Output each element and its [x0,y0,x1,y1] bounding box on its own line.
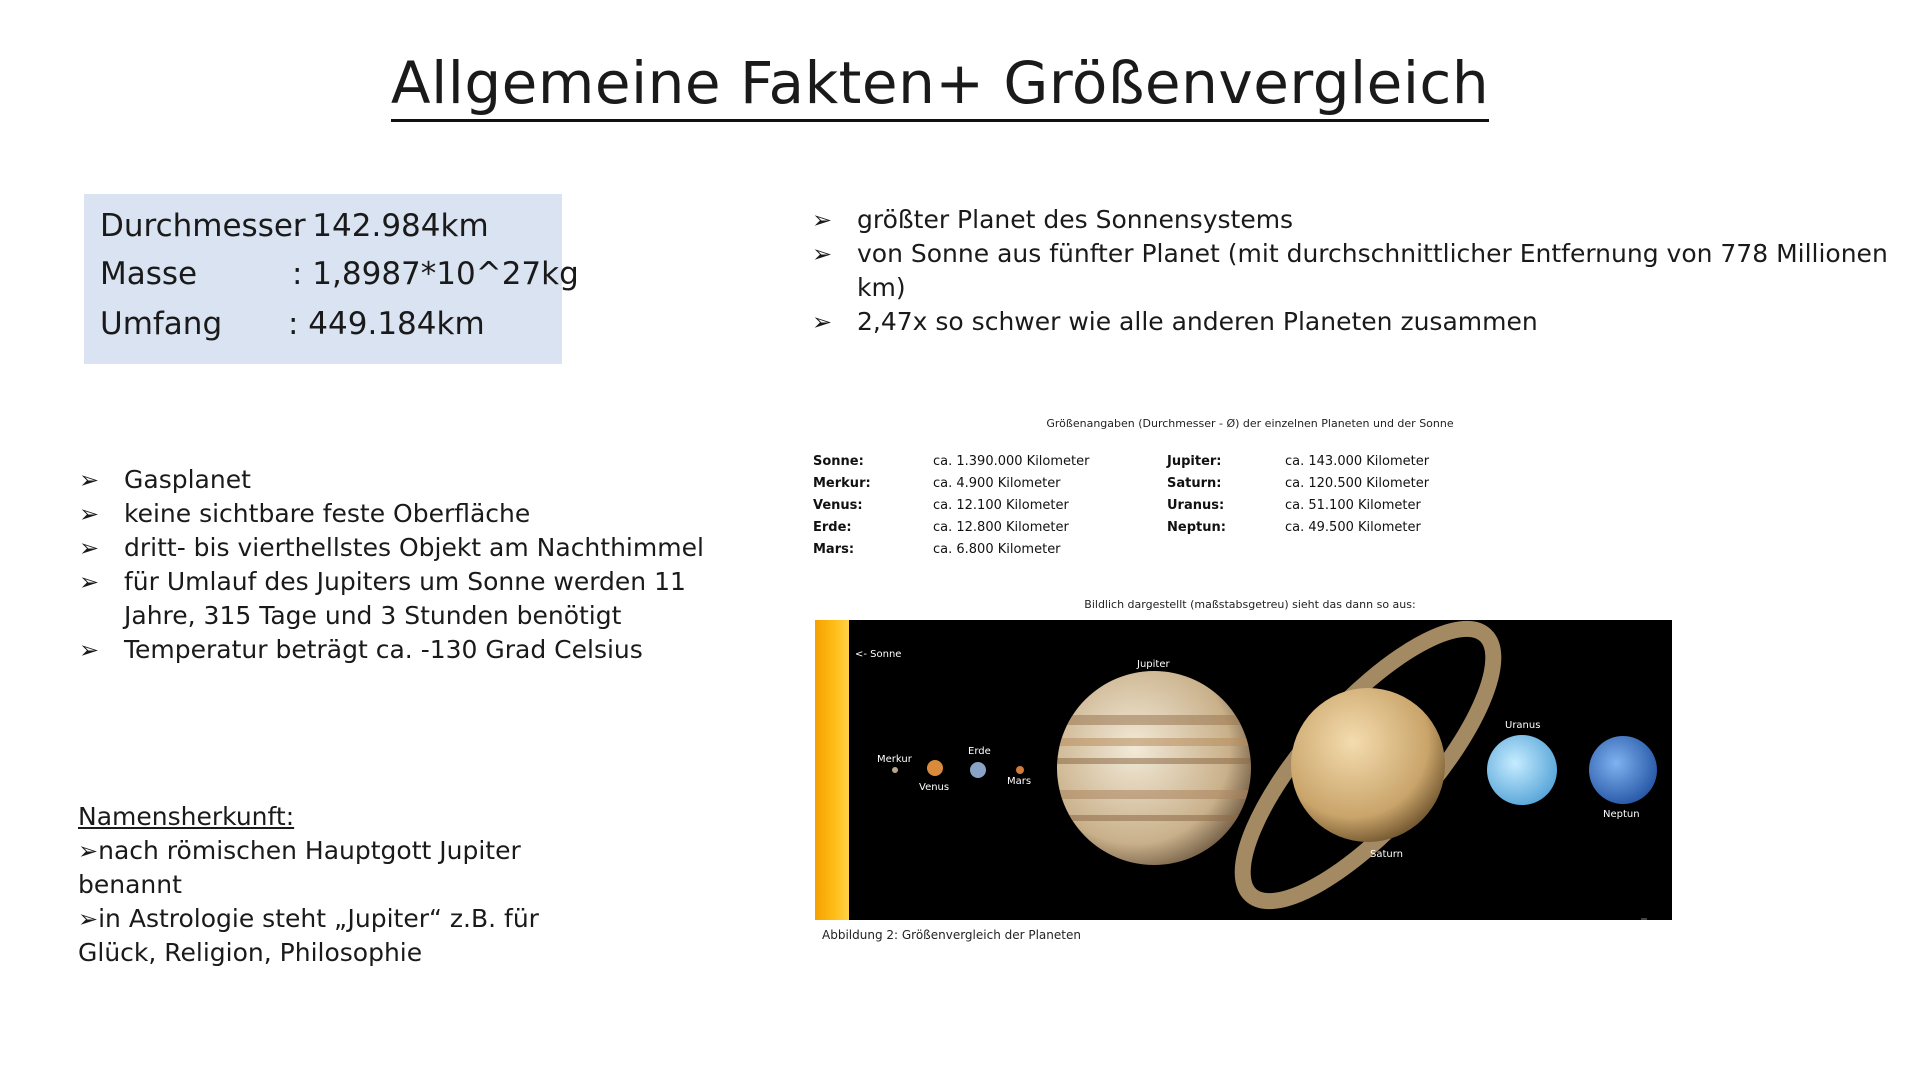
planet-name: Jupiter: [1167,454,1222,469]
arrow-bullet-icon: ➢ [78,837,99,865]
label-merkur: Merkur [877,754,912,765]
arrow-bullet-icon: ➢ [812,206,833,234]
list-item [79,633,739,667]
list-item-text: dritt- bis vierthellstes Objekt am Nachthimmel [124,533,704,562]
venus-shape [927,760,943,776]
list-item [79,463,739,497]
figure-caption-sizes: Größenangaben (Durchmesser - Ø) der einzelnen Planeten und der Sonne [1046,417,1454,430]
planet-comparison-svg [815,620,1672,920]
planet-name: Erde: [813,520,852,535]
planet-size: ca. 4.900 Kilometer [933,476,1061,491]
fact-label: Umfang [100,306,223,342]
slide-title-text: Allgemeine Fakten+ Größenvergleich [391,49,1489,122]
planet-size: ca. 120.500 Kilometer [1285,476,1430,491]
list-item [812,203,1912,237]
slide-title [0,40,1880,126]
arrow-bullet-icon: ➢ [79,568,100,596]
figure-caption-scale: Bildlich dargestellt (maßstabsgetreu) sieht das dann so aus: [1084,598,1416,611]
list-item [79,531,739,565]
list-item [812,237,1912,305]
figure-caption-bottom: Abbildung 2: Größenvergleich der Planeten [822,928,1081,942]
list-item-text: von Sonne aus fünfter Planet (mit durchschnittlicher Entfernung von 778 Millionen km) [857,239,1888,302]
planet-name: Sonne: [813,454,864,469]
list-item-text: Gasplanet [124,465,251,494]
label-sonne: <- Sonne [855,649,902,660]
sun-shape [815,620,849,920]
label-venus: Venus [919,782,950,793]
planet-name: Neptun: [1167,520,1226,535]
label-saturn: Saturn [1370,849,1404,860]
arrow-bullet-icon: ➢ [812,240,833,268]
uranus-shape [1487,735,1557,805]
arrow-bullet-icon: ➢ [78,905,99,933]
list-item-text: nach römischen Hauptgott Jupiter benannt [78,836,521,899]
list-item [812,305,1912,339]
mars-shape [1016,766,1024,774]
name-origin-section [78,800,598,970]
name-origin-heading: Namensherkunft: [78,802,295,831]
planet-size: ca. 49.500 Kilometer [1285,520,1421,535]
planet-size: ca. 51.100 Kilometer [1285,498,1421,513]
label-jupiter: Jupiter [1137,659,1170,670]
label-neptun: Neptun [1603,809,1640,820]
merkur-shape [892,767,898,773]
arrow-bullet-icon: ➢ [79,466,100,494]
planet-size: ca. 1.390.000 Kilometer [933,454,1090,469]
list-item-text: in Astrologie steht „Jupiter“ z.B. für Glück, Religion, Philosophie [78,904,539,967]
bullet-list-properties [79,463,739,667]
planet-size: ca. 6.800 Kilometer [933,542,1061,557]
list-item-text: größter Planet des Sonnensystems [857,205,1294,234]
bullet-list-general [812,203,1912,339]
jupiter-shape [1057,671,1251,865]
list-item-text: keine sichtbare feste Oberfläche [124,499,531,528]
planet-name: Uranus: [1167,498,1225,513]
dash-mark [1641,918,1647,920]
planet-comparison-image [815,620,1672,920]
arrow-bullet-icon: ➢ [79,636,100,664]
planet-name: Mars: [813,542,855,557]
list-item [78,902,598,970]
arrow-bullet-icon: ➢ [79,500,100,528]
planet-name: Saturn: [1167,476,1222,491]
label-mars: Mars [1007,776,1032,787]
arrow-bullet-icon: ➢ [812,308,833,336]
list-item [79,497,739,531]
facts-box [84,194,579,364]
planet-size: ca. 12.100 Kilometer [933,498,1069,513]
saturn-shape [1291,688,1445,842]
planet-size: ca. 143.000 Kilometer [1285,454,1430,469]
planet-name: Merkur: [813,476,871,491]
fact-label: Masse [100,256,198,292]
fact-value: : 449.184km [288,306,485,342]
list-item-text: 2,47x so schwer wie alle anderen Planeten zusammen [857,307,1538,336]
arrow-bullet-icon: ➢ [79,534,100,562]
neptune-shape [1589,736,1657,804]
list-item-text: für Umlauf des Jupiters um Sonne werden 11 Jahre, 315 Tage und 3 Stunden benötigt [124,567,686,630]
fact-value: : 1,8987*10^27kg [292,256,579,292]
label-erde: Erde [968,746,991,757]
list-item [78,834,598,902]
erde-shape [970,762,986,778]
list-item-text: Temperatur beträgt ca. -130 Grad Celsius [124,635,643,664]
fact-label: Durchmesser [100,208,306,244]
label-uranus: Uranus [1505,720,1541,731]
planet-size: ca. 12.800 Kilometer [933,520,1069,535]
list-item [79,565,739,633]
planet-name: Venus: [813,498,863,513]
fact-value: : 142.984km [292,208,489,244]
